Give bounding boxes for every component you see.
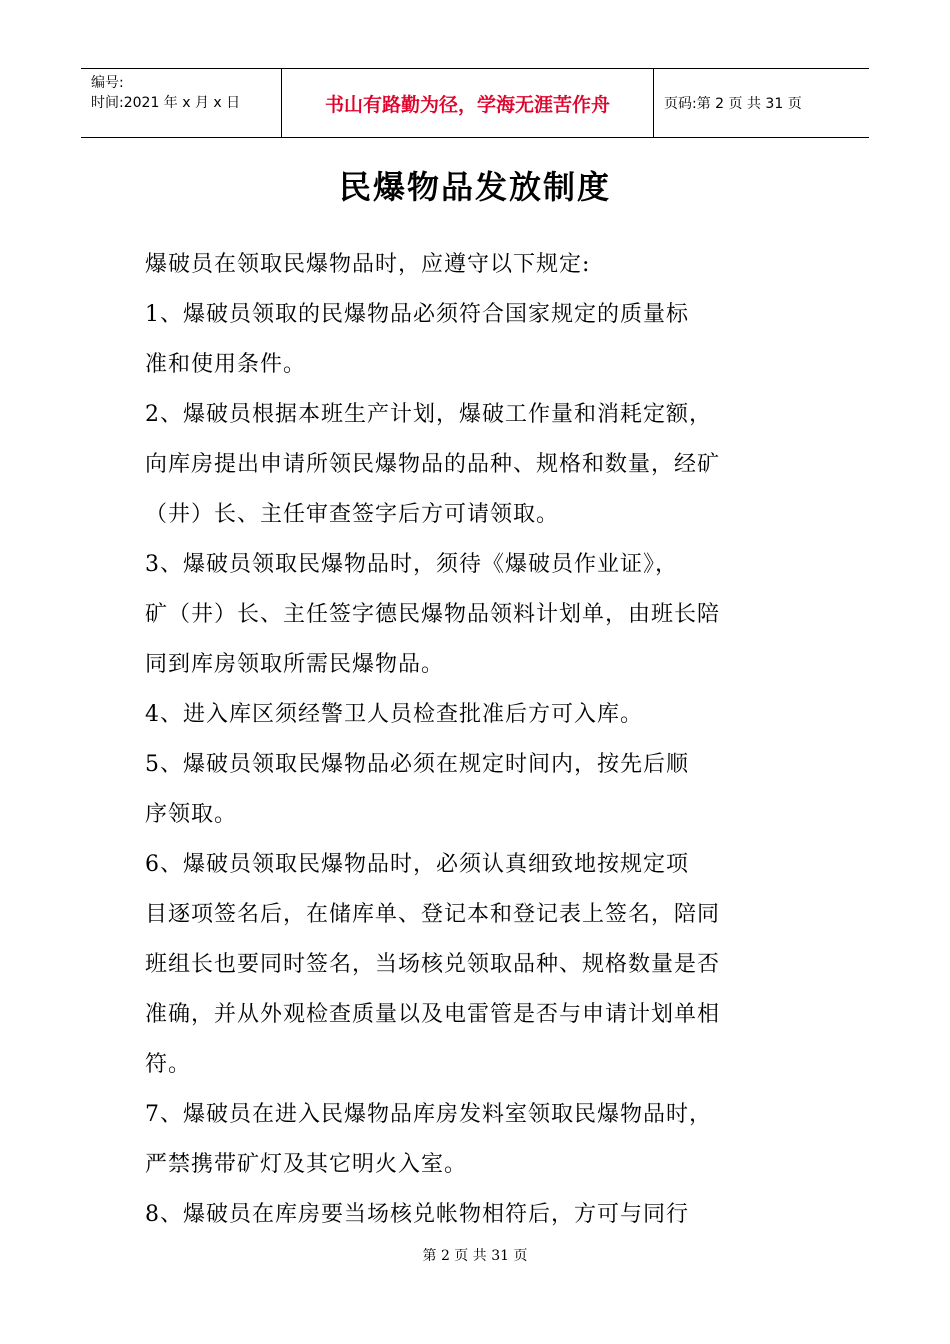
page-footer: 第 2 页 共 31 页 <box>422 1248 528 1264</box>
document-title: 民爆物品发放制度 <box>338 168 611 206</box>
text-line: 1、爆破员领取的民爆物品必须符合国家规定的质量标 <box>145 302 689 327</box>
text-line: 班组长也要同时签名，当场核兑领取品种、规格数量是否 <box>145 952 721 977</box>
text-line: 符。 <box>145 1052 192 1077</box>
text-line: （井）长、主任审查签字后方可请领取。 <box>145 502 560 527</box>
text-line: 目逐项签名后，在储库单、登记本和登记表上签名，陪同 <box>145 902 721 927</box>
text-line: 矿（井）长、主任签字德民爆物品领料计划单，由班长陪 <box>145 602 721 627</box>
text-line: 7、爆破员在进入民爆物品库房发料室领取民爆物品时， <box>145 1102 712 1127</box>
header-page-info: 页码:第 2 页 共 31 页 <box>664 96 802 112</box>
text-line: 向库房提出申请所领民爆物品的品种、规格和数量，经矿 <box>145 452 721 477</box>
time-label: 时间:2021 年 x 月 x 日 <box>91 95 241 111</box>
text-line: 5、爆破员领取民爆物品必须在规定时间内，按先后顺 <box>145 752 689 777</box>
text-line: 同到库房领取所需民爆物品。 <box>145 652 445 677</box>
number-label: 编号: <box>91 75 124 91</box>
text-line: 严禁携带矿灯及其它明火入室。 <box>145 1152 468 1177</box>
page-header <box>81 68 869 138</box>
text-line: 8、爆破员在库房要当场核兑帐物相符后，方可与同行 <box>145 1202 689 1227</box>
text-line: 准确，并从外观检查质量以及电雷管是否与申请计划单相 <box>145 1002 721 1027</box>
header-meta <box>81 69 282 137</box>
text-line: 4、进入库区须经警卫人员检查批准后方可入库。 <box>145 702 643 727</box>
header-motto: 书山有路勤为径，学海无涯苦作舟 <box>282 69 654 137</box>
text-line: 爆破员在领取民爆物品时，应遵守以下规定: <box>145 252 591 277</box>
text-line: 准和使用条件。 <box>145 352 307 377</box>
body-text <box>145 240 825 1240</box>
text-line: 6、爆破员领取民爆物品时，必须认真细致地按规定项 <box>145 852 689 877</box>
text-line: 3、爆破员领取民爆物品时，须待《爆破员作业证》， <box>145 552 678 577</box>
text-line: 2、爆破员根据本班生产计划，爆破工作量和消耗定额， <box>145 402 712 427</box>
text-line: 序领取。 <box>145 802 238 827</box>
document-body <box>145 240 825 1240</box>
